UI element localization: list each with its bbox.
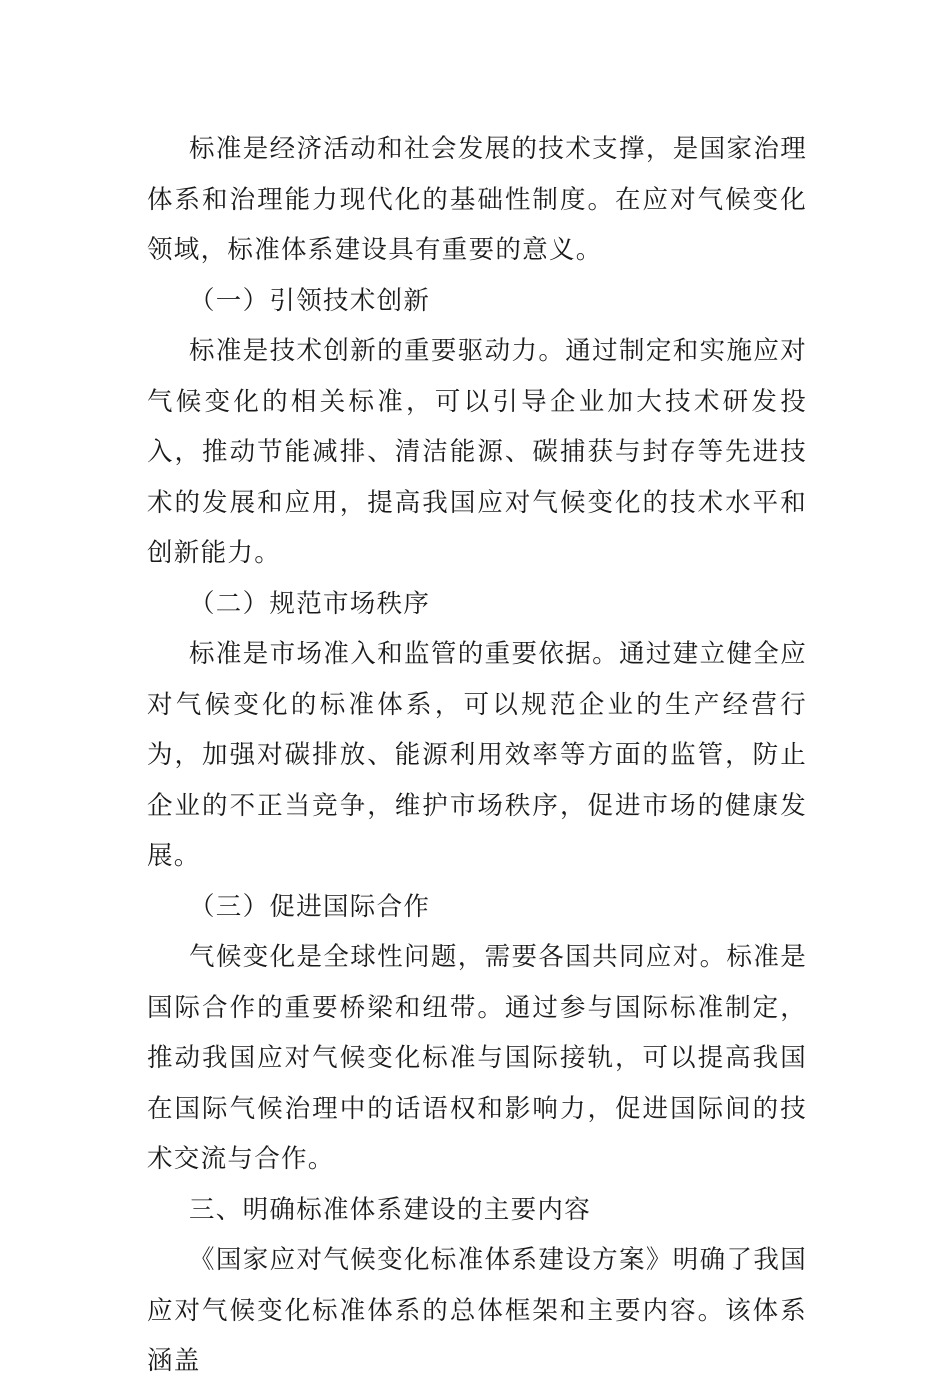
document-body [147,124,807,1387]
paragraph-main-content: 《国家应对气候变化标准体系建设方案》明确了我国应对气候变化标准体系的总体框架和主要内容。该体系涵盖 [147,1245,807,1376]
paragraph-market: 标准是市场准入和监管的重要依据。通过建立健全应对气候变化的标准体系，可以规范企业的生产经营行为，加强对碳排放、能源利用效率等方面的监管，防止企业的不正当竞争，维护市场秩序，促进市场的健康发展。 [147,639,807,871]
section-heading-innovation: （一）引领技术创新 [189,285,431,316]
paragraph-cooperation: 气候变化是全球性问题，需要各国共同应对。标准是国际合作的重要桥梁和纽带。通过参与国际标准制定，推动我国应对气候变化标准与国际接轨，可以提高我国在国际气候治理中的话语权和影响力，促进国际间的技术交流与合作。 [147,942,807,1174]
chapter-heading-main-content: 三、明确标准体系建设的主要内容 [189,1194,592,1225]
section-heading-market: （二）规范市场秩序 [189,588,431,619]
paragraph-intro: 标准是经济活动和社会发展的技术支撑，是国家治理体系和治理能力现代化的基础性制度。在应对气候变化领域，标准体系建设具有重要的意义。 [147,134,807,265]
paragraph-innovation: 标准是技术创新的重要驱动力。通过制定和实施应对气候变化的相关标准，可以引导企业加大技术研发投入，推动节能减排、清洁能源、碳捕获与封存等先进技术的发展和应用，提高我国应对气候变化的技术水平和创新能力。 [147,336,807,568]
section-heading-cooperation: （三）促进国际合作 [189,891,431,922]
